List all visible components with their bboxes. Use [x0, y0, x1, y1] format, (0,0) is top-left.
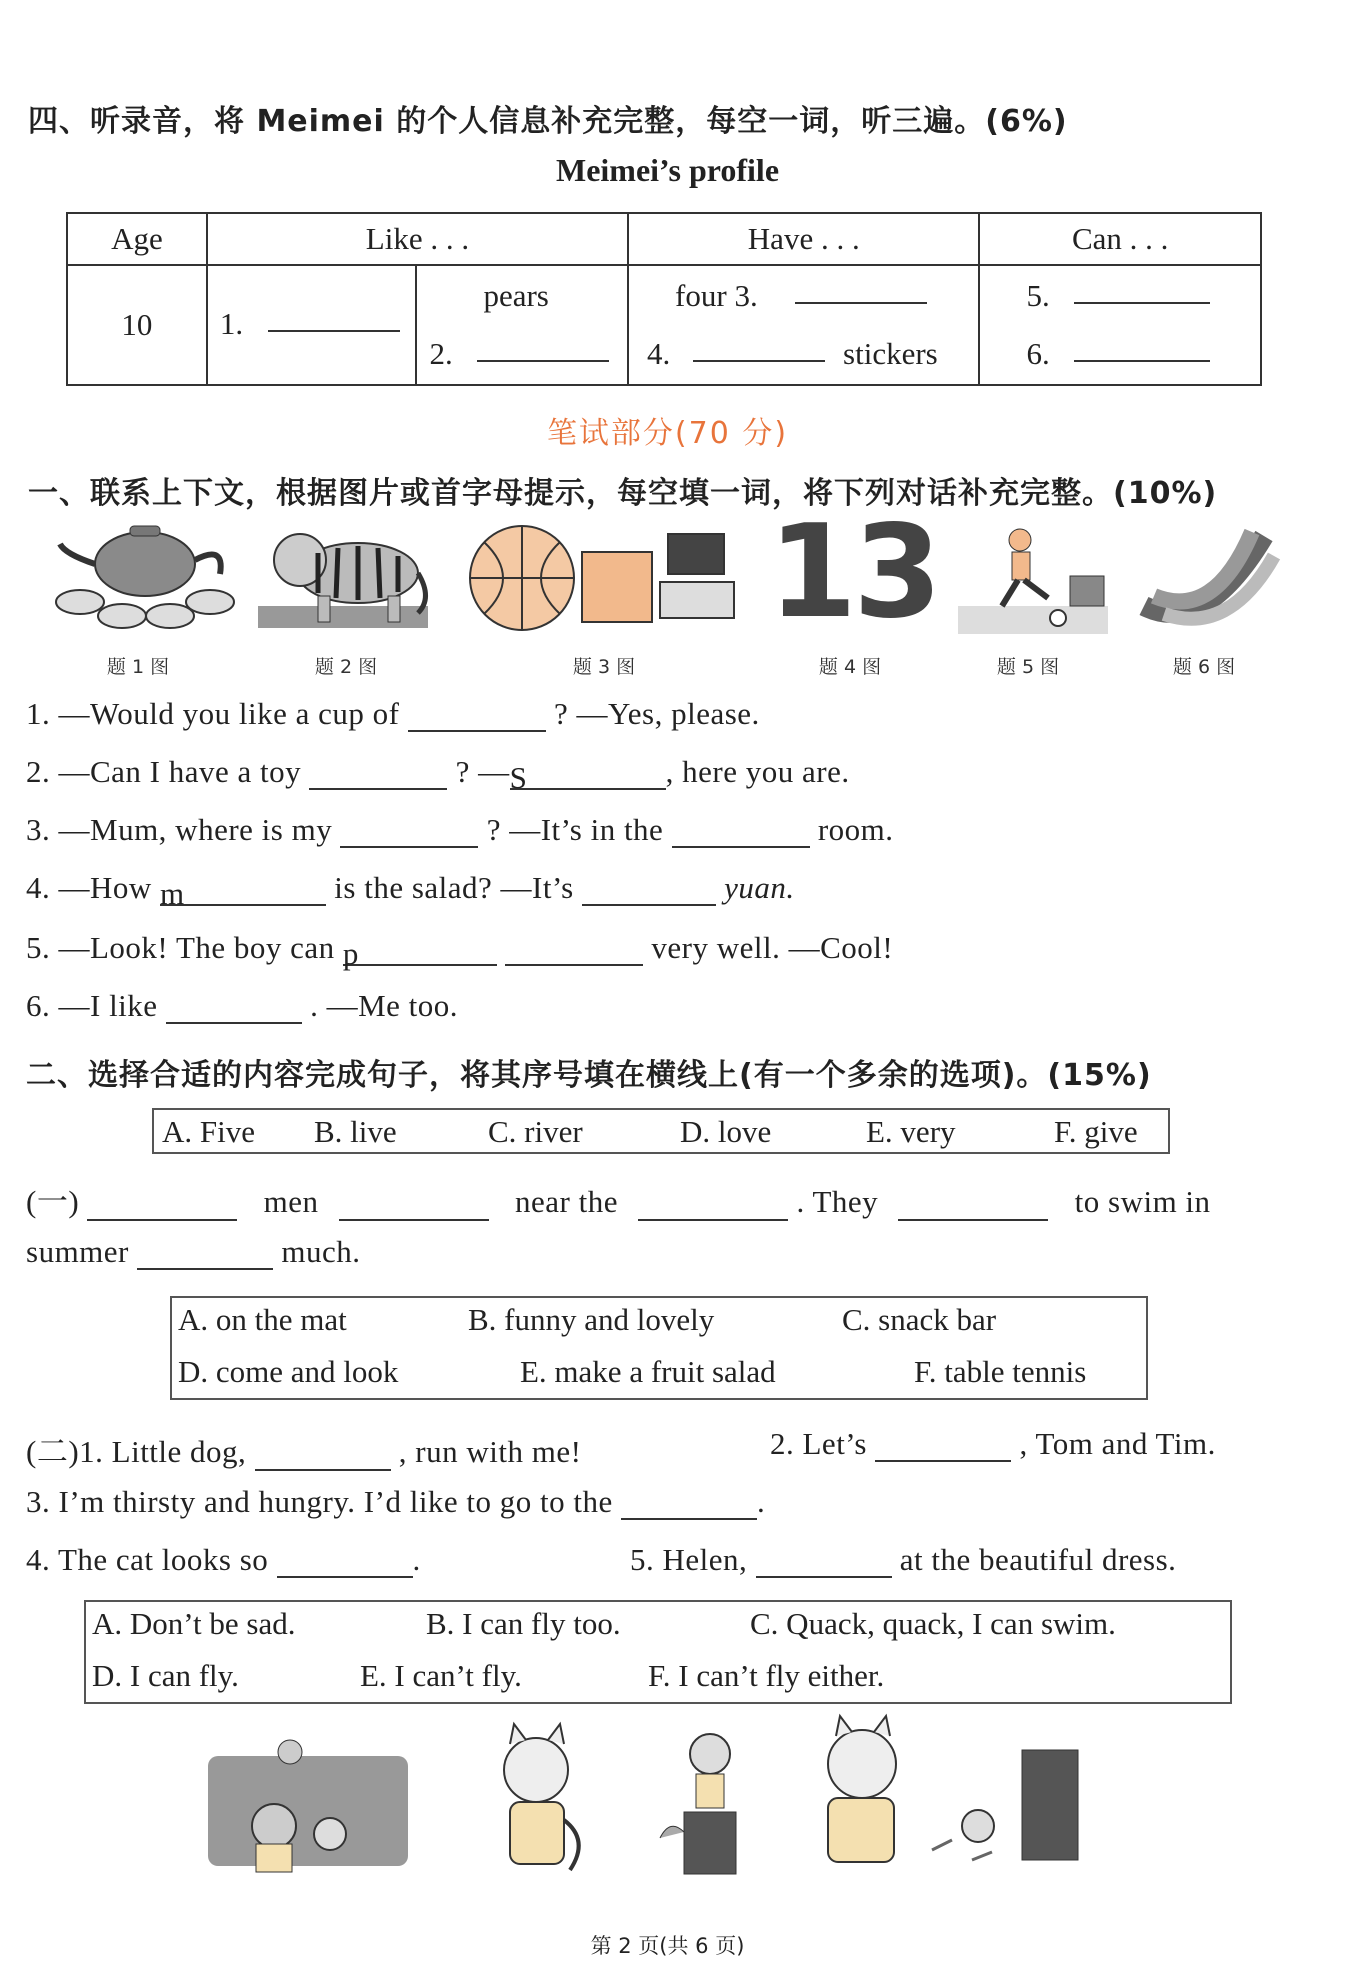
p1-q2-blank[interactable]	[309, 760, 447, 790]
passage-blank-3[interactable]	[638, 1191, 788, 1221]
passage-blank-4[interactable]	[898, 1191, 1048, 1221]
options-box-1	[152, 1108, 1170, 1154]
have-4-blank[interactable]	[693, 332, 825, 362]
p2-q1-blank[interactable]	[255, 1441, 391, 1471]
cat-mouse-stump-scene-image	[782, 1720, 1112, 1880]
cat-and-bird-scene-image	[198, 1736, 418, 1876]
caption-3: 题 3 图	[572, 656, 636, 678]
p1-q6-text: 6. —I like	[26, 988, 158, 1023]
p1-q5-p-blank[interactable]	[342, 936, 497, 971]
p1-q2	[26, 754, 850, 795]
part2-heading: 二、选择合适的内容完成句子，将其序号填在横线上(有一个多余的选项)。(15%)	[26, 1058, 1152, 1093]
p1-q3-text: 3. —Mum, where is my	[26, 812, 333, 847]
can-cell	[979, 265, 1261, 385]
option1-c: C. river	[488, 1114, 583, 1149]
p2-q5	[630, 1542, 1176, 1578]
option1-d: D. love	[680, 1114, 772, 1149]
p1-q3	[26, 812, 894, 848]
p1-q6-blank[interactable]	[166, 994, 302, 1024]
tiger-image	[258, 518, 428, 634]
p2-q3-blank[interactable]	[621, 1490, 757, 1520]
passage-blank-2[interactable]	[339, 1191, 489, 1221]
passage-much: much.	[281, 1234, 361, 1269]
p2-q1-end: , run with me!	[398, 1434, 582, 1469]
can-5-label: 5.	[1026, 278, 1050, 313]
passage-near: near the	[515, 1184, 618, 1219]
option2-f: F. table tennis	[914, 1354, 1087, 1389]
p2-q2	[770, 1426, 1216, 1462]
like-1-label: 1.	[219, 306, 244, 341]
like-2-blank[interactable]	[477, 332, 609, 362]
p2-q4-blank[interactable]	[277, 1548, 413, 1578]
passage-summer: summer	[26, 1234, 129, 1269]
p1-q3-end: room.	[817, 812, 894, 847]
p1-q3-reply: ? —It’s in the	[486, 812, 664, 847]
option1-f: F. give	[1054, 1114, 1138, 1149]
option2-d: D. come and look	[178, 1354, 399, 1389]
p1-q1	[26, 696, 760, 732]
p2-q4	[26, 1542, 421, 1578]
passage-blank-5[interactable]	[137, 1240, 273, 1270]
like-1-blank[interactable]	[268, 302, 400, 332]
option1-e: E. very	[866, 1114, 956, 1149]
can-6-label: 6.	[1026, 336, 1050, 371]
option3-b: B. I can fly too.	[426, 1606, 621, 1641]
p1-q3-blank-1[interactable]	[340, 818, 478, 848]
p2-q4-text: 4. The cat looks so	[26, 1542, 269, 1577]
mouse-on-stump-image	[650, 1728, 770, 1878]
p1-q4-end: yuan.	[724, 870, 795, 905]
have-cell	[628, 265, 979, 385]
passage-label: (一)	[26, 1184, 80, 1219]
p2-q2-text: 2. Let’s	[770, 1426, 867, 1461]
option3-c: C. Quack, quack, I can swim.	[750, 1606, 1116, 1641]
header-can: Can . . .	[979, 213, 1261, 265]
caption-2: 题 2 图	[314, 656, 378, 678]
p1-q4	[26, 870, 795, 911]
like-cell-1	[207, 265, 417, 385]
option2-b: B. funny and lovely	[468, 1302, 715, 1337]
p1-q4-hint: m	[160, 876, 185, 911]
passage-men: men	[263, 1184, 319, 1219]
header-have: Have . . .	[628, 213, 979, 265]
p1-q5-text: 5. —Look! The boy can	[26, 930, 335, 965]
listening-heading: 四、听录音，将 Meimei 的个人信息补充完整，每空一词，听三遍。(6%)	[28, 104, 1068, 139]
age-value: 10	[67, 265, 207, 385]
passage-blank-1[interactable]	[87, 1191, 237, 1221]
cat-image	[470, 1730, 600, 1880]
passage-line-1	[26, 1176, 1211, 1221]
p1-q3-blank-2[interactable]	[672, 818, 810, 848]
profile-table	[66, 212, 1262, 386]
header-age: Age	[67, 213, 207, 265]
teapot-cups-image	[50, 524, 230, 634]
caption-4: 题 4 图	[818, 656, 882, 678]
have-4-label: 4.	[647, 336, 671, 371]
can-6-blank[interactable]	[1074, 332, 1210, 362]
options-box-3	[84, 1600, 1232, 1704]
boy-playing-football-image	[958, 526, 1108, 634]
bananas-image	[1134, 526, 1280, 634]
p2-q4-end: .	[412, 1542, 421, 1577]
like-cell-2	[416, 265, 628, 385]
p1-q5-hint: p	[342, 936, 359, 971]
option2-a: A. on the mat	[178, 1302, 347, 1337]
p1-q1-answer: ? —Yes, please.	[553, 696, 760, 731]
p1-q6	[26, 988, 458, 1024]
p1-q2-text: 2. —Can I have a toy	[26, 754, 302, 789]
option1-b: B. live	[314, 1114, 397, 1149]
written-section-label: 笔试部分(70 分)	[546, 416, 789, 451]
caption-1: 题 1 图	[106, 656, 170, 678]
option2-e: E. make a fruit salad	[520, 1354, 776, 1389]
options-box-2	[170, 1296, 1148, 1400]
p2-q2-end: , Tom and Tim.	[1019, 1426, 1216, 1461]
p1-q5-blank-2[interactable]	[505, 936, 643, 966]
header-like: Like . . .	[207, 213, 628, 265]
passage-swim: to swim in	[1074, 1184, 1211, 1219]
p2-q1	[26, 1426, 581, 1471]
p2-q3-text: 3. I’m thirsty and hungry. I’d like to go to the	[26, 1484, 613, 1519]
ball-and-living-room-image	[462, 522, 742, 634]
passage-line-2	[26, 1234, 361, 1270]
have-stickers: stickers	[843, 336, 938, 371]
option3-a: A. Don’t be sad.	[92, 1606, 296, 1641]
option1-a: A. Five	[162, 1114, 255, 1149]
p1-q4-m-blank[interactable]	[160, 876, 326, 911]
p2-q3	[26, 1484, 765, 1520]
p1-q2-end: , here you are.	[665, 754, 850, 789]
part1-heading: 一、联系上下文，根据图片或首字母提示，每空填一词，将下列对话补充完整。(10%)	[28, 476, 1218, 511]
p1-q2-s-blank[interactable]	[509, 760, 666, 795]
have-four: four 3.	[675, 278, 758, 313]
p1-q6-end: . —Me too.	[310, 988, 458, 1023]
like-2-label: 2.	[429, 336, 453, 371]
p1-q1-blank[interactable]	[408, 702, 546, 732]
caption-5: 题 5 图	[996, 656, 1060, 678]
p1-q2-hint: S	[509, 760, 528, 795]
have-3-blank[interactable]	[795, 274, 927, 304]
p2-q5-blank[interactable]	[756, 1548, 892, 1578]
p1-q5-end: very well. —Cool!	[651, 930, 894, 965]
p1-q4-mid: is the salad? —It’s	[334, 870, 574, 905]
p1-q5	[26, 930, 894, 971]
profile-title: Meimei’s profile	[555, 152, 780, 188]
option3-d: D. I can fly.	[92, 1658, 239, 1693]
option2-c: C. snack bar	[842, 1302, 997, 1337]
p2-q2-blank[interactable]	[875, 1432, 1011, 1462]
number-13-image: 13	[768, 498, 939, 647]
p1-q1-text: 1. —Would you like a cup of	[26, 696, 400, 731]
p2-q5-end: at the beautiful dress.	[899, 1542, 1177, 1577]
p1-q2-reply: ? —	[455, 754, 510, 789]
p1-q4-blank-2[interactable]	[582, 876, 716, 906]
option3-e: E. I can’t fly.	[360, 1658, 522, 1693]
can-5-blank[interactable]	[1074, 274, 1210, 304]
passage-they: . They	[796, 1184, 879, 1219]
p2-q5-text: 5. Helen,	[630, 1542, 748, 1577]
caption-6: 题 6 图	[1172, 656, 1236, 678]
p2-q1-text: (二)1. Little dog,	[26, 1434, 247, 1469]
p1-q4-text: 4. —How	[26, 870, 152, 905]
p2-q3-end: .	[757, 1484, 766, 1519]
option3-f: F. I can’t fly either.	[648, 1658, 885, 1693]
page-footer: 第 2 页(共 6 页)	[590, 1934, 745, 1958]
like-pears: pears	[483, 278, 549, 313]
